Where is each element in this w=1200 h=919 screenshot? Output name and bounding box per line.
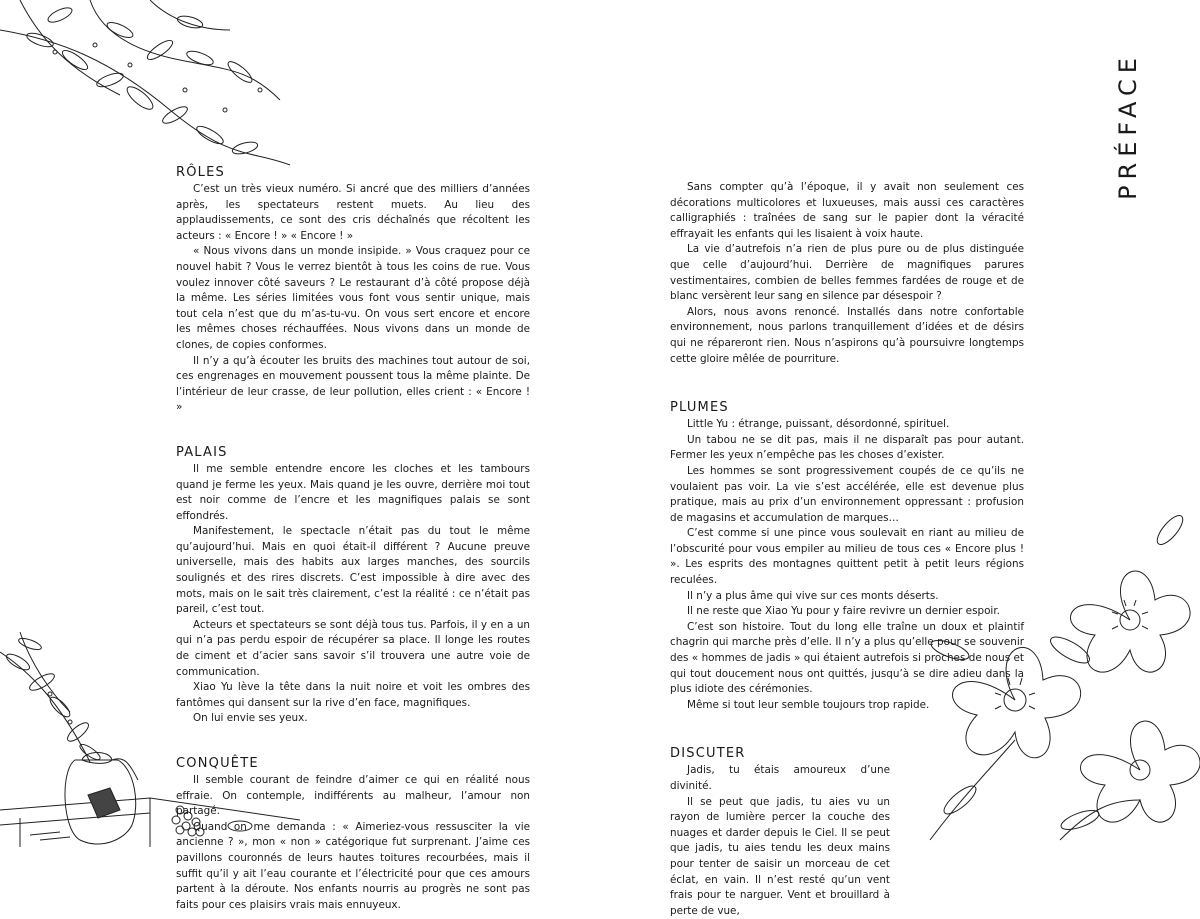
section-discuter [670,745,890,919]
paragraph: Jadis, tu étais amoureux d’une divinité. [670,764,890,792]
section-heading: RÔLES [176,165,225,180]
section-heading: PALAIS [176,444,228,460]
paragraph: Acteurs et spectateurs se sont déjà tous tus. Parfois, il y en a un qui n’a pas perdu espoir de récupérer sa place. Il longe les routes de ciment et d’acier sans savoir s’il trouvera une autre voie de communication. [176,618,530,678]
paragraph: C’est son histoire. Tout du long elle traîne un doux et plaintif chagrin qui marche près d’elle. Il n’y a plus qu’elle pour se souvenir des « hommes de jadis » qui étaient autrefois si proches de nous et qui tout doucement nous ont quittés, jusqu’à se dire adieu dans la plus idiote des cérémonies. [670,620,1024,696]
right-page-column [670,180,1024,919]
left-page-column [176,164,530,913]
paragraph: Il n’y a plus âme qui vive sur ces monts déserts. [687,589,939,602]
paragraph: Little Yu : étrange, puissant, désordonné, spirituel. [687,418,950,431]
paragraph: Il semble courant de feindre d’aimer ce qui en réalité nous effraie. On contemple, indifférents au malheur, l’amour non partagé. [176,774,530,818]
paragraph: Sans compter qu’à l’époque, il y avait non seulement ces décorations multicolores et luxueuses, mais aussi ces caractères calligraphiés : traînées de sang sur le papier dont la véracité effrayait les enfants qui les lisaient à voix haute. [670,181,1024,240]
section-palais [176,444,530,727]
side-title [1113,52,1143,200]
paragraph: Un tabou ne se dit pas, mais il ne disparaît pas pour autant. Fermer les yeux n’empêche pas les choses d’exister. [670,433,1024,462]
paragraph: « Nous vivons dans un monde insipide. » Vous craquez pour ce nouvel habit ? Vous le verrez bientôt à tous les coins de rue. Vous voulez innover côté saveurs ? Le restaurant d’à côté propose déjà la même. Les séries limitées vous font vous sentir unique, mais tout cela n’est que du m’as-tu-vu. On vous sert encore et encore les mêmes choses réchauffées. Nous vivons dans un monde de clones, de copies conformes. [176,245,530,351]
paragraph: Il me semble entendre encore les cloches et les tambours quand je ferme les yeux. Mais quand je les ouvre, derrière moi tout est noir comme de l’encre et les magnifiques palais se sont effondrés. [176,462,530,522]
section-roles [176,164,530,416]
paragraph: Il n’y a qu’à écouter les bruits des machines tout autour de soi, ces engrenages en mouvement poussent tous la même plainte. De l’intérieur de leur crasse, de leur pollution, elles crient : « Encore ! » [176,354,530,414]
section-plumes [670,399,1024,713]
paragraph: Manifestement, le spectacle n’était pas du tout le même qu’aujourd’hui. Mais en quoi était-il différent ? Aucune preuve universelle, mais des habits aux larges manches, des sourcils soulignés et des rires discrets. C’est impossible à dire avec des mots, mais on le sait très clairement, c’est la réalité : ce n’était pas pareil, c’est tout. [176,525,530,616]
paragraph: Il se peut que jadis, tu aies vu un rayon de lumière percer la couche des nuages et darder depuis le Ciel. Il se peut que jadis, tu aies tendu les deux mains pour tenter de saisir un morceau de cet éclat, en vain. Il n’est resté qu’un vent frais pour te narguer. Vent et brouillard à perte de vue, [670,795,890,917]
paragraph: Quand on me demanda : « Aimeriez-vous ressusciter la vie ancienne ? », mon « non » catégorique fut surprenant. J’aime ces pavillons couronnés de leurs hautes toitures recourbées, mais il suffit qu’il y ait l’eau courante et l’électricité pour que ces amours partent à la déroute. Nos enfants nourris au progrès ne sont pas faits pour ces plaisirs vrais mais ennuyeux. [176,820,530,911]
paragraph: Il ne reste que Xiao Yu pour y faire revivre un dernier espoir. [687,605,1000,618]
section-heading: DISCUTER [670,746,746,762]
section-heading: PLUMES [670,400,729,416]
paragraph: Xiao Yu lève la tête dans la nuit noire et voit les ombres des fantômes qui dansent sur la rive d’en face, magnifiques. [176,681,530,709]
paragraph: On lui envie ses yeux. [193,712,308,725]
section-heading: CONQUÊTE [176,756,259,771]
section-continuation [670,180,1024,367]
section-conquete [176,755,530,913]
paragraph: Alors, nous avons renoncé. Installés dans notre confortable environnement, nous parlons tranquillement d’idées et de désirs qui ne répareront rien. Nous n’aspirons qu’à poursuivre longtemps cette gloire mêlée de pourriture. [670,305,1024,365]
side-title-text: PRÉFACE [1114,52,1142,200]
paragraph: C’est un très vieux numéro. Si ancré que des milliers d’années après, les spectateurs restent muets. Au lieu des applaudissements, ce sont des cris déchaînés que récoltent les acteurs : « Encore ! » « Encore ! » [176,183,530,242]
foliage-illustration-top-left [0,0,300,170]
paragraph: La vie d’autrefois n’a rien de plus pure ou de plus distinguée que celle d’aujourd’hui. Derrière de magnifiques parures vestimentaires, combien de belles femmes fardées de rouge et de blanc versèrent leur sang en silence par désespoir ? [670,243,1024,303]
paragraph: Même si tout leur semble toujours trop rapide. [687,698,930,711]
paragraph: C’est comme si une pince vous soulevait en riant au milieu de l’obscurité pour vous empiler au milieu de tous ces « Encore plus ! ». Les esprits des montagnes quittent petit à petit leurs régions reculées. [670,527,1024,587]
paragraph: Les hommes se sont progressivement coupés de ce qu’ils ne voulaient pas voir. La vie s’est accélérée, elle est devenue plus pratique, mais au prix d’un environnement oppressant : profusion de magasins et accumulation de marques… [670,464,1024,524]
